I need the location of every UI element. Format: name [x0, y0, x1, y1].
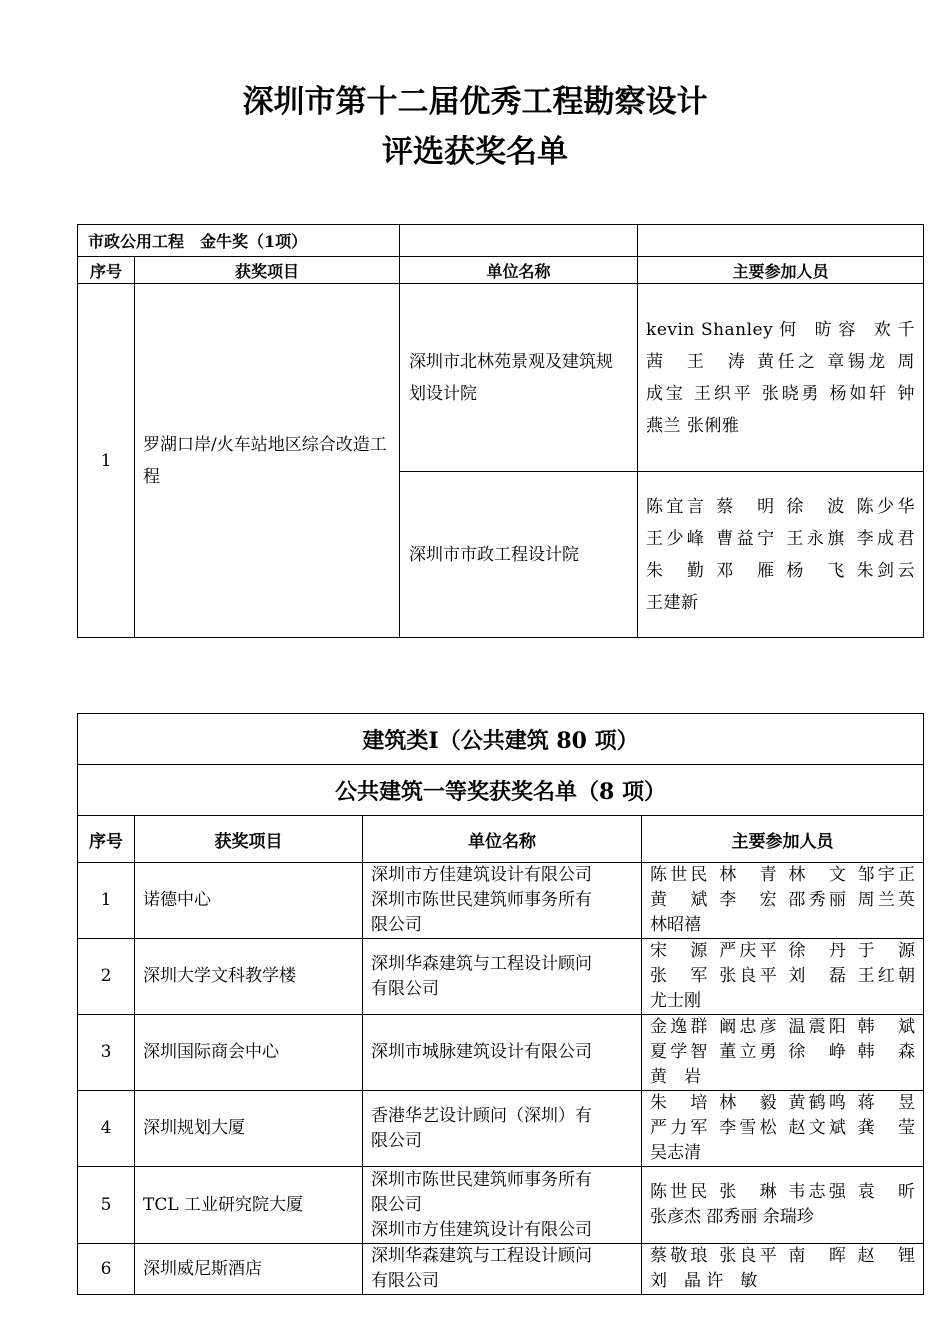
people-line: 朱 培 林 毅 黄鹤鸣 蒋 昱 [650, 1093, 916, 1113]
row-people [638, 284, 924, 472]
row-project: TCL 工业研究院大厦 [135, 1167, 363, 1244]
people-line: 张 军 张良平 刘 磊 王红朝 [650, 966, 916, 986]
row-unit [363, 863, 642, 939]
table-row [78, 1167, 924, 1244]
people-line: 林昭禧 [650, 915, 701, 935]
people-line: 金逸群 阚忠彦 温震阳 韩 斌 [650, 1017, 916, 1037]
people-line: 王建新 [646, 592, 699, 613]
unit-line: 深圳市陈世民建筑师事务所有 [371, 890, 592, 910]
row-seq: 5 [78, 1167, 135, 1244]
row-unit [363, 1167, 642, 1244]
people-line: 陈世民 林 青 林 文 邹宇正 [650, 865, 916, 885]
row-people [642, 1244, 924, 1295]
unit-line: 香港华艺设计顾问（深圳）有 [371, 1105, 592, 1126]
column-header-project: 获奖项目 [135, 257, 400, 284]
table-row [78, 1015, 924, 1091]
people-line: 蔡敬琅 张良平 南 晖 赵 锂 [650, 1246, 916, 1266]
unit-line: 深圳市陈世民建筑师事务所有 [371, 1169, 592, 1190]
municipal-award-table [77, 224, 924, 638]
unit-line: 深圳华森建筑与工程设计顾问 [371, 953, 592, 974]
row-unit [363, 1015, 642, 1091]
award-title: 公共建筑一等奖获奖名单（8 项） [78, 765, 924, 816]
row-project: 深圳威尼斯酒店 [135, 1244, 363, 1295]
row-people [642, 1167, 924, 1244]
people-line: 陈世民 张 琳 韦志强 袁 昕 [650, 1182, 916, 1202]
row-project: 罗湖口岸/火车站地区综合改造工程 [135, 284, 400, 638]
people-line: 朱 勤 邓 雁 杨 飞 朱剑云 [646, 560, 916, 581]
unit-line: 有限公司 [371, 978, 439, 999]
column-header-seq: 序号 [78, 257, 135, 284]
row-people [642, 1091, 924, 1167]
table-row [78, 1244, 924, 1295]
people-line: 王少峰 曹益宁 王永旗 李成君 [646, 528, 916, 549]
row-unit: 深圳市市政工程设计院 [400, 472, 638, 638]
row-project: 诺德中心 [135, 863, 363, 939]
column-header-unit: 单位名称 [400, 257, 638, 284]
people-line: 黄 岩 [650, 1067, 701, 1087]
people-line: 张彦杰 邵秀丽 余瑞珍 [650, 1207, 814, 1227]
category-header-row [78, 714, 924, 765]
row-unit [363, 1244, 642, 1295]
table-row [78, 1091, 924, 1167]
architecture-award-table [77, 713, 924, 1295]
column-header-people: 主要参加人员 [638, 257, 924, 284]
section-header-row [78, 225, 924, 257]
unit-line: 深圳华森建筑与工程设计顾问 [371, 1246, 592, 1266]
page-title-line-2: 评选获奖名单 [382, 134, 568, 170]
row-seq: 6 [78, 1244, 135, 1295]
empty-cell [638, 225, 924, 257]
row-seq: 4 [78, 1091, 135, 1167]
row-people [642, 939, 924, 1015]
people-line: 宋 源 严庆平 徐 丹 于 源 [650, 941, 916, 961]
column-header-seq: 序号 [78, 816, 135, 863]
people-line: 茜 王 涛 黄任之 章锡龙 周 [646, 351, 916, 372]
row-project: 深圳规划大厦 [135, 1091, 363, 1167]
row-people [638, 472, 924, 638]
unit-line: 限公司 [371, 1130, 422, 1151]
column-header-row [78, 257, 924, 284]
people-line: 燕兰 张俐雅 [646, 415, 740, 436]
row-unit [363, 939, 642, 1015]
section-label: 市政公用工程 金牛奖（1项） [78, 225, 400, 257]
people-line: 尤士刚 [650, 991, 701, 1011]
row-unit [363, 1091, 642, 1167]
people-line: 成宝 王织平 张晓勇 杨如轩 钟 [646, 383, 916, 404]
row-seq: 1 [78, 284, 135, 638]
column-header-project: 获奖项目 [135, 816, 363, 863]
people-line: 严力军 李雪松 赵文斌 龚 莹 [650, 1118, 916, 1138]
people-line: 吴志清 [650, 1143, 701, 1163]
people-line: 陈宜言 蔡 明 徐 波 陈少华 [646, 496, 916, 517]
page-title-line-1: 深圳市第十二届优秀工程勘察设计 [242, 84, 708, 120]
unit-line: 限公司 [371, 915, 422, 935]
column-header-row [78, 816, 924, 863]
unit-line: 深圳市方佳建筑设计有限公司 [371, 865, 592, 885]
column-header-people: 主要参加人员 [642, 816, 924, 863]
category-title: 建筑类Ⅰ（公共建筑 80 项） [78, 714, 924, 765]
people-line: kevin Shanley 何 昉 容 欢 千 [646, 319, 916, 340]
table-row [78, 939, 924, 1015]
row-seq: 1 [78, 863, 135, 939]
row-people [642, 1015, 924, 1091]
table-row [78, 863, 924, 939]
empty-cell [400, 225, 638, 257]
row-project: 深圳大学文科教学楼 [135, 939, 363, 1015]
people-line: 夏学智 董立勇 徐 峥 韩 森 [650, 1042, 916, 1062]
row-seq: 3 [78, 1015, 135, 1091]
award-header-row [78, 765, 924, 816]
row-people [642, 863, 924, 939]
unit-line: 深圳市方佳建筑设计有限公司 [371, 1219, 592, 1240]
people-line: 刘 晶 许 敏 [650, 1271, 758, 1291]
row-project: 深圳国际商会中心 [135, 1015, 363, 1091]
table-row [78, 284, 924, 472]
unit-line: 限公司 [371, 1194, 422, 1215]
row-unit: 深圳市北林苑景观及建筑规划设计院 [400, 284, 638, 472]
row-seq: 2 [78, 939, 135, 1015]
people-line: 黄 斌 李 宏 邵秀丽 周兰英 [650, 890, 916, 910]
column-header-unit: 单位名称 [363, 816, 642, 863]
unit-line: 有限公司 [371, 1271, 439, 1291]
unit-line: 深圳市城脉建筑设计有限公司 [371, 1042, 592, 1062]
